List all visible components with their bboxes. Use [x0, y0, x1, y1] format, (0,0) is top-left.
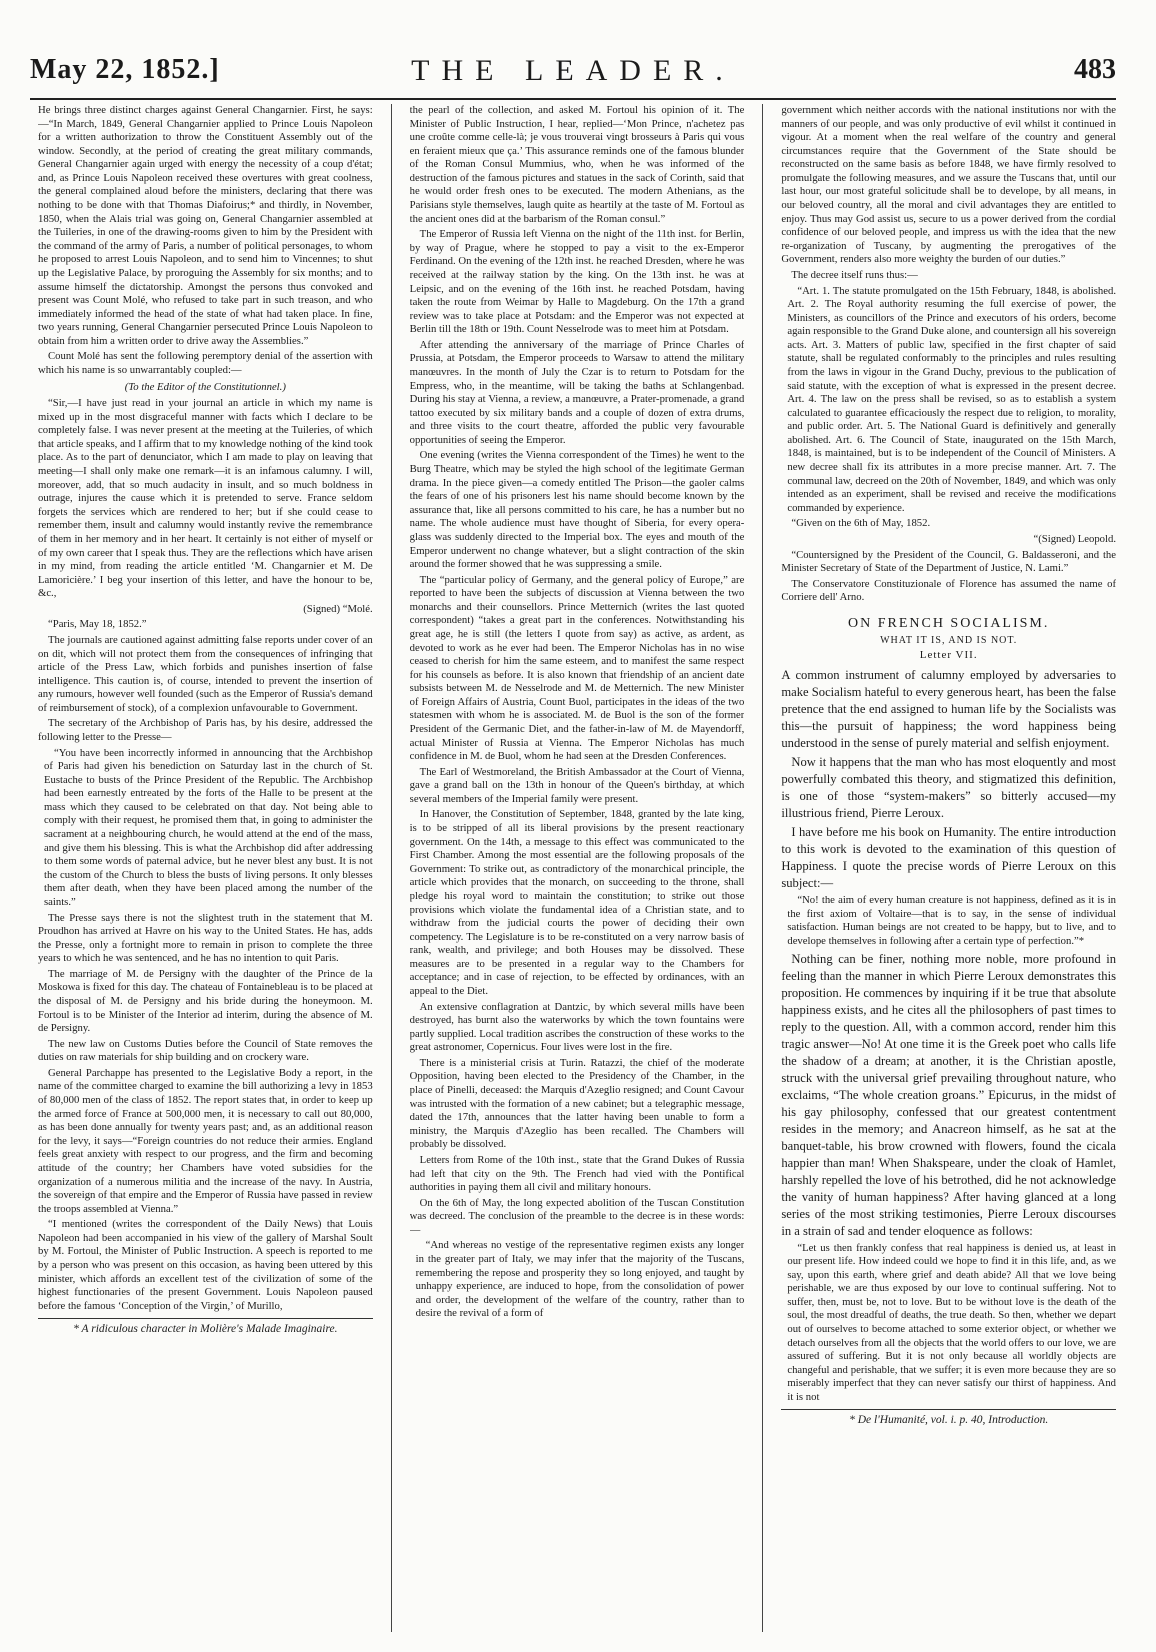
footnote: * A ridiculous character in Molière's Malade Imaginaire.: [38, 1318, 373, 1337]
article-paragraph: The Earl of Westmoreland, the British Ambassador at the Court of Vienna, gave a grand ball on the 13th in honour of the Queen's birthday, at which several members of the Imperial family were present.: [409, 765, 745, 805]
article-paragraph: In Hanover, the Constitution of September, 1848, granted by the late king, is to be stripped of all its liberal provisions by the present reactionary government. On the 14th, a message to this effect was communicated to the First Chamber. Among the most essential are the following proposals of the Government: To strike out, as contradictory of the monarchical principle, the article which provides that the monarch, on succeeding to the throne, shall pledge his royal word to maintain the constitution; to strike out those provisions which violate the fundamental idea of a Christian state, and to withdraw from the judicial courts the power of deciding their own competency. The Legislature is to be re-constituted on a very narrow basis of rank, wealth, and privilege; and both Houses may be dissolved. These measures are to be presented in a regular way to the Chambers for acceptance; and in case of rejection, to be effected by ordinances, with an appeal to the Diet.: [409, 808, 745, 997]
article-paragraph: The Presse says there is not the slightest truth in the statement that M. Proudhon has arrived at Havre on his way to the United States. He has, adds the Presse, only a fortnight more to remain in prison to complete the three years to which he was sentenced, and he has no intention to quit Paris.: [38, 911, 373, 965]
article-paragraph: One evening (writes the Vienna correspondent of the Times) he went to the Burg Theatre, which may be styled the high school of the legitimate German drama. In the piece given—a comedy entitled The Prison—the gaoler calms the fears of one of his prisoners lest his name should become known by the assurance that, like all persons committed to his care, he has a number but no name. The whole audience must have thought of Siberia, for every opera-glass was suddenly directed to the Imperial box. The eyes and mouth of the Emperor underwent no change whatever, but a slight contraction of the skin around the former showed that he was suppressing a smile.: [409, 449, 745, 571]
essay-quote: “Let us then frankly confess that real happiness is denied us, at least in our present life. How indeed could we hope to find it in this life, and, as we say, upon this earth, where grief and death abide? All that we love being perishable, we are thus exposed by our love to continual suffering. Not to suffer, then, must be, not to love. But to be without love is the death of the soul, the most dreadful of deaths, the true death. So then, whether we depart out of ourselves to become attached to some exterior object, or whether we detach ourselves from all the objects that the world offers to our love, we are assured of suffering. But it is not only because all worldly objects are changeful and perishable, that we suffer; it is even more because they are so miserably imperfect that they can never satisfy our thirst of happiness. And it is not: [787, 1241, 1117, 1403]
essay-quote: “No! the aim of every human creature is not happiness, defined as it is in the first axiom of Voltaire—that is to say, in the sense of individual satisfaction. Human beings are not created to be happy, but to live, and to develope themselves in following after a certain type of perfection.”*: [787, 894, 1117, 947]
column-1: [38, 104, 373, 1632]
section-title: ON FRENCH SOCIALISM.: [847, 615, 1050, 631]
essay-paragraph: Now it happens that the man who has most eloquently and most powerfully combated this theory, and stigmatized this definition, is one of those “system-makers” so bitterly accused—my illustrious friend, Pierre Leroux.: [781, 755, 1117, 821]
article-paragraph: There is a ministerial crisis at Turin. Ratazzi, the chief of the moderate Opposition, having been elected to the Presidency of the Chamber, in the place of Pinelli, deceased: the Marquis d'Azeglio resigned; and Count Cavour was intrusted with the formation of a new cabinet; but a telegraphic message, dated the 17th, announces that the latter having been unable to form a ministry, the Marquis d'Azeglio has been recalled. The Chambers will probably be dissolved.: [409, 1056, 745, 1151]
article-paragraph: Count Molé has sent the following peremptory denial of the assertion with which his name is so unwarrantably coupled:—: [38, 350, 373, 376]
essay-paragraph: I have before me his book on Humanity. The entire introduction to this work is devoted to the examination of this question of Happiness. I quote the precise words of Pierre Leroux on this subject:—: [781, 825, 1117, 891]
section-subtitle: WHAT IT IS, AND IS NOT.: [880, 634, 1018, 646]
columns: [38, 104, 1116, 1632]
article-paragraph: Letters from Rome of the 10th inst., state that the Grand Dukes of Russia had left that city on the 9th. The French had vied with the Pontifical authorities in paying them all civil and military honours.: [409, 1153, 745, 1194]
column-divider: [391, 104, 392, 1632]
article-paragraph: After attending the anniversary of the marriage of Prince Charles of Prussia, at Potsdam, the Emperor proceeds to Warsaw to attend the military manœuvres. In the month of July the Czar is to return to Potsdam for the Empress, who, in the meantime, will be taking the baths at Schlangenbad. During his stay at Vienna, a review, a manœuvre, a Prater-promenade, a grand tattoo executed by six military bands and a couple of dozen of extra drums, and three visits to the court theatre, afforded the public very favourable opportunities of seeing the Emperor.: [409, 338, 745, 446]
article-paragraph: The decree itself runs thus:—: [791, 268, 918, 281]
essay-paragraph: Nothing can be finer, nothing more noble, more profound in feeling than the manner in which Pierre Leroux demonstrates this proposition. He commences by inquiring if it be true that absolute happiness exists, and he cites all the philosophers of past times to reply to the question. All, with a common accord, render him this tragic answer—No! At one time it is the Greek poet who calls life the shadow of a dream; at another, it is the Christian apostle, struck with the universal grief prevailing throughout nature, who exclaims, “The whole creation groans.” Epicurus, in the midst of his gay philosophy, confessed that our greatest contentment resides in the memory; and Anacreon himself, as he sat at the banquet-table, his brow crowned with flowers, found the cicala happier than man! When Shakspeare, under the cloak of Hamlet, harshly repelled the love of his betrothed, did he not acknowledge the vanity of human happiness? After having glanced at a long series of the most striking testimonies, Pierre Leroux discourses in a strain of sad and tender eloquence as follows:: [781, 951, 1117, 1238]
newspaper-title: THE LEADER.: [411, 54, 735, 87]
article-paragraph: The secretary of the Archbishop of Paris has, by his desire, addressed the following letter to the Presse—: [38, 717, 373, 744]
article-paragraph: He brings three distinct charges against General Changarnier. First, he says:—“In March, 1849, General Changarnier applied to Prince Louis Napoleon for a written authorization to throw the Constituent Assembly out of the window. Secondly, at the period of creating the great military commands, General Changarnier again urged with energy the necessity of a coup d'état; and, as Prince Louis Napoleon received these overtures with great coolness, the general complained aloud before the ministers, declaring that there was nothing to be done with that Thomas Diafoirus;* and thirdly, in November, 1850, when the Alais trial was going on, General Changarnier assembled at the Tuileries, in one of the drawing-rooms given to him by the President with the command of the army of Paris, a number of political personages, to whom he proposed to arrest Louis Napoleon, and to send him to Vincennes; to shut up the Legislative Palace, by proroguing the Assembly for six months; and to assume himself the dictatorship. Amongst the persons thus convoked and present was Count Molé, who refused to take part in such treason, and who immediately informed the head of the state of what had taken place. In fine, two years running, General Changarnier persecuted Prince Louis Napoleon to obtain from him a written order to drive away the Assemblies.”: [38, 104, 373, 347]
article-paragraph: An extensive conflagration at Dantzic, by which several mills have been destroyed, has burnt also the waterworks by which the town fountains were partly supplied. Local tradition ascribes the construction of these works to the great astronomer, Copernicus. Four lives were lost in the fire.: [409, 1000, 745, 1054]
page-number: 483: [1074, 54, 1116, 85]
article-paragraph: The “particular policy of Germany, and the general policy of Europe,” are reported to have been the subjects of discussion at Vienna between the two monarchs and their counsellors. Prince Metternich (writes the last quoted correspondent) “takes a great part in the conferences. Notwithstanding his great age, he is still (the letters I quote from say) as active, as ardent, as devoted to work as he ever had been. The Emperor Nicholas has in no wise ceased to cherish for him the same esteem, and to manifest the same respect for his counsels as before. It is also known that friendship of an ancient date subsists between M. de Nesselrode and M. de Metternich. The new Minister of Foreign Affairs of Austria, Count Buol, participates in the ideas of the two statesmen with whom he is associated. M. de Buol is the son of the former President of the Germanic Diet, and the father-in-law of M. de Mayendorff, actual Minister of Russia at Vienna. The Emperor Nicholas has much confidence in M. de Buol, whom he had seen at the Dresden Conferences.: [409, 573, 745, 763]
article-paragraph: The new law on Customs Duties before the Council of State removes the duties on raw materials for ship building and on crockery ware.: [38, 1037, 373, 1064]
article-paragraph: The journals are cautioned against admitting false reports under cover of an on dit, which will not protect them from the consequences of infringing that article of the Press Law, which forbids and punishes insertion of false intelligence. This caution is, of course, intended to prevent the insertion of any rumours, however well founded (such as the Emperor of Russia's demand of reimbursement of stock), of a complexion unfavourable to Government.: [38, 633, 373, 714]
decree-countersign: “Countersigned by the President of the Council, G. Baldasseroni, and the Minister Secretary of State of the Department of Justice, N. Lami.”: [781, 548, 1117, 575]
essay-paragraph: A common instrument of calumny employed by adversaries to make Socialism hateful to every generous heart, has been the false pretence that the end assigned to human life by the Socialists was this—the pursuit of happiness; the word happiness being understood in the sense of purely material and selfish enjoyment.: [781, 668, 1117, 751]
decree-signature: “(Signed) Leopold.: [1033, 532, 1117, 545]
article-paragraph: “Given on the 6th of May, 1852.: [791, 517, 931, 530]
article-paragraph: The Emperor of Russia left Vienna on the night of the 11th inst. for Berlin, by way of Prague, where he stopped to pay a visit to the ex-Emperor Ferdinand. On the evening of the 12th inst. he reached Dresden, where he was received at the railway station by the king. On the 13th inst. he was at Leipsic, and on the evening of the 16th inst. he reached Potsdam, having taken the route from Weimar by Halle to Magdeburg. On the 17th a grand review was to take place at Potsdam: and the Emperor was not expected at Berlin till the 18th or 19th. Count Nesselrode was to meet him at Potsdam.: [409, 228, 745, 336]
article-paragraph: On the 6th of May, the long expected abolition of the Tuscan Constitution was decreed. The conclusion of the preamble to the decree is in these words:—: [409, 1196, 745, 1236]
column-divider: [762, 104, 763, 1632]
article-paragraph: “I mentioned (writes the correspondent of the Daily News) that Louis Napoleon had been accompanied in his view of the gallery of Marshal Soult by M. Fortoul, the Minister of Public Instruction. A speech is reported to me by a person who was present on this occasion, as having been uttered by this minister, which affords an excellent test of the civilization of some of the highest functionaries of the present Government. Louis Napoleon paused before the famous ‘Conception of the Virgin,’ of Murillo,: [38, 1218, 373, 1312]
footnote: * De l'Humanité, vol. i. p. 40, Introduction.: [781, 1409, 1116, 1428]
article-paragraph: “And whereas no vestige of the representative regimen exists any longer in the greater part of Italy, we may infer that the majority of the Tuscans, remembering the repose and prosperity they so long enjoyed, and taught by unhappy experience, are induced to hope, from the consolidation of power and order, the development of the welfare of the country, rather than to desire the revival of a form of: [415, 1239, 745, 1320]
article-paragraph: “Art. 1. The statute promulgated on the 15th February, 1848, is abolished. Art. 2. The Royal authority resuming the full exercise of power, the Ministers, as councillors of the Prince and executors of his orders, become again responsible to the Grand Duke alone, and countersign all his sovereign acts. Art. 3. Matters of public law, specified in the first chapter of said statute, shall be regulated conformably to the principles and rules resulting from the laws in vigour in the Grand Duchy, previous to the publication of said statute, with the exception of what is expressed in the present decree. Art. 4. The law on the press shall be revised, so as to establish a system calculated to guarantee efficaciously the respect due to religion, to morality, and public order. Art. 5. The National Guard is definitively and generally abolished. Art. 6. The Council of State, inaugurated on the 15th March, 1848, is maintained, but is to be independent of the Council of Ministers. A new decree shall fix its attributes in a more precise manner. Art. 7. The communal law, decreed on the 20th of November, 1849, and which was only intended as an experiment, shall be revised and receive the modifications commanded by experience.: [787, 284, 1117, 514]
column-2: [410, 104, 745, 1632]
letter-body: “Sir,—I have just read in your journal an article in which my name is mixed up in the most disgraceful manner with facts which I declare to be completely false. I was never present at the meeting at the Tuileries, of which that article speaks, and I affirm that to my knowledge nothing of the kind took place. As to the part of denunciator, which I am made to play on leaving that meeting—I shall only make one remark—it is an infamous calumny. I will, moreover, add, that so much audacity in insult, and so much boldness in outrage, injures the cause which it is pretended to serve. France seldom forgets the services which are rendered to her; but if she could cease to remember them, insult and calumny would instantly revive the remembrance of them in her memory and in her heart. It certainly is not either of myself or of my own career that I speak thus. They are the reflections which have arisen in my mind, from reading the article entitled ‘M. Changarnier et M. De Lamoricière.’ I beg your insertion of this letter, and have the honour to be, &c.,: [38, 397, 373, 600]
issue-date: May 22, 1852.]: [30, 54, 220, 85]
letter-signature: (Signed) “Molé.: [303, 602, 373, 615]
article-paragraph: “You have been incorrectly informed in announcing that the Archbishop of Paris had given his benediction on Saturday last in the church of St. Eustache to busts of the Prince President of the Republic. The Archbishop had been earnestly entreated by the forts of the Halle to be present at the mass which they caused to be celebrated on that day. Not being able to comply with their request, he promised them that, in going to administer the sacrament at a neighbouring church, he would attend at the end of the mass, and give them his blessing. This is what the Archbishop did after addressing to them some words of paternal advice, but he never blest any bust. It is not the custom of the Church to bless the busts of living persons. It only blesses them after death, when they have been placed among the number of the saints.”: [44, 746, 373, 908]
article-paragraph: The Conservatore Constituzionale of Florence has assumed the name of Corriere dell' Arno.: [781, 577, 1117, 604]
article-paragraph: General Parchappe has presented to the Legislative Body a report, in the name of the committee charged to examine the bill authorizing a levy in 1853 of 80,000 men of the class of 1852. The report states that, in order to keep up the armed force of France at 500,000 men, it is necessary to call out 80,000, as has been done annually for twenty years past; and, as an additional reason for the levy, it says—“Foreign countries do not reduce their armies. England feels great anxiety with respect to our progress, and the firm and becoming attitude of the country; her Chambers have voted subsidies for the organization of a numerous militia and the increase of the navy. In Austria, the sovereign of that empire and the Emperor of Russia have passed in review the troops assembled at Vienna.”: [38, 1066, 373, 1215]
article-paragraph: The marriage of M. de Persigny with the daughter of the Prince de la Moskowa is fixed for this day. The chateau of Fontainebleau is to be placed at the disposal of M. de Persigny and his bride during the honeymoon. M. Fortoul is to be Minister of the Interior ad interim, during the absence of M. de Persigny.: [38, 967, 373, 1035]
letter-header: (To the Editor of the Constitutionnel.): [124, 380, 286, 393]
letter-date: “Paris, May 18, 1852.”: [48, 618, 147, 631]
masthead: [30, 48, 1116, 100]
section-letter: Letter VII.: [919, 649, 978, 662]
article-paragraph: the pearl of the collection, and asked M. Fortoul his opinion of it. The Minister of Public Instruction, I hear, replied—‘Mon Prince, n'achetez pas une croûte comme celle-là; je vous trouverai vingt brosseurs à Paris qui vous en feraient mieux que ça.’ This assurance reminds one of the famous blunder of the Roman Consul Mummius, who, when he was informed of the destruction of the famous pictures and statues in the sack of Corinth, said that he would order fresh ones to be executed. The modern Athenians, as the Parisians style themselves, laugh quite as heartily at the taste of M. Fortoul as the ancient ones did at the barbarism of the Roman consul.”: [409, 104, 745, 225]
column-3: [781, 104, 1116, 1632]
article-paragraph: government which neither accords with the national institutions nor with the manners of our people, and was only productive of evil whilst it continued in vigour. At a moment when the real welfare of the country and general circumstances require that the Government of the State should be reconstructed on the same basis as before 1848, we have firmly resolved to promulgate the following measures, and we assure the Tuscans that, until our last hour, our most grateful solicitude shall be to develope, by all means, in our beloved country, all the moral and civil advantages they are entitled to enjoy. Thus may God assist us, secure to us a power derived from the cordial confidence of our beloved people, and impress us with the idea that the new re-organization of Tuscany, by augmenting the prerogatives of the Government, renders also more weighty the burden of our duties.”: [781, 104, 1117, 266]
